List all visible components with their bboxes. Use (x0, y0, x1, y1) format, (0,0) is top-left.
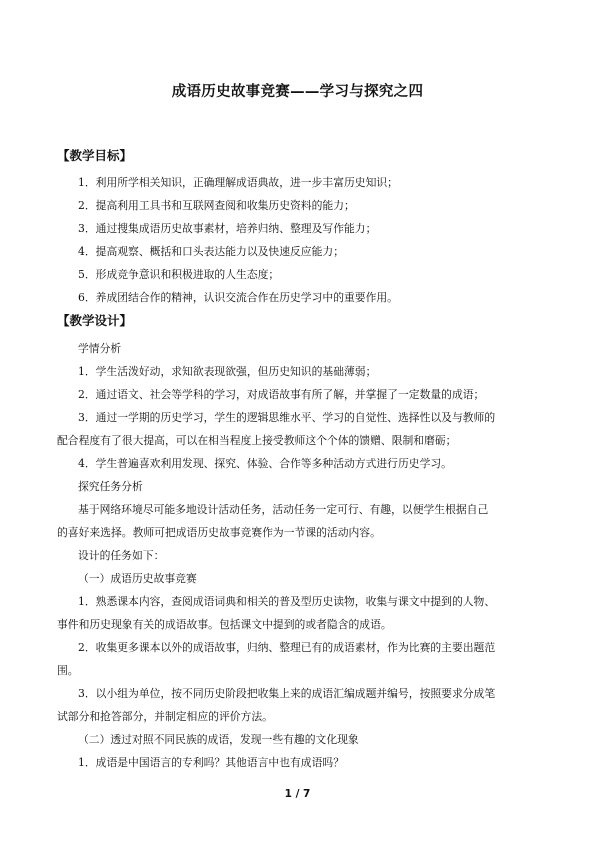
subheading-task-two: （二）透过对照不同民族的成语，发现一些有趣的文化现象 (78, 733, 359, 746)
paragraph-line: 2．收集更多课本以外的成语故事，归纳、整理已有的成语素材，作为比赛的主要出题范 (78, 641, 496, 654)
goal-item: 1．利用所学相关知识，正确理解成语典故，进一步丰富历史知识； (78, 176, 398, 189)
paragraph-line: 设计的任务如下： (78, 549, 165, 562)
paragraph-line: 1．熟悉课本内容，查阅成语词典和相关的普及型历史读物，收集与课文中提到的人物、 (78, 595, 496, 608)
paragraph-line: 的喜好来选择。教师可把成语历史故事竞赛作为一节课的活动内容。 (57, 526, 381, 539)
page-number: 1 / 7 (284, 788, 311, 800)
section-heading-goals: 【教学目标】 (57, 148, 133, 163)
paragraph-line: 配合程度有了很大提高，可以在相当程度上接受教师这个个体的馈赠、限制和磨砺； (57, 434, 457, 447)
paragraph-line: 事件和历史现象有关的成语故事。包括课文中提到的或者隐含的成语。 (57, 618, 392, 631)
subheading-learner-analysis: 学情分析 (78, 342, 122, 355)
paragraph-line: 2．通过语文、社会等学科的学习，对成语故事有所了解，并掌握了一定数量的成语； (78, 388, 485, 401)
paragraph-line: 1．成语是中国语言的专利吗？其他语言中也有成语吗？ (78, 756, 344, 769)
goal-item: 2．提高利用工具书和互联网查阅和收集历史资料的能力； (78, 199, 355, 212)
goal-item: 4．提高观察、概括和口头表达能力以及快速反应能力； (78, 245, 344, 258)
paragraph-line: 3．以小组为单位，按不同历史阶段把收集上来的成语汇编成题并编号，按照要求分成笔 (78, 687, 496, 700)
paragraph-line: 3．通过一学期的历史学习，学生的逻辑思维水平、学习的自觉性、选择性以及与教师的 (78, 411, 496, 424)
paragraph-line: 4．学生普遍喜欢利用发现、探究、体验、合作等多种活动方式进行历史学习。 (78, 457, 452, 470)
paragraph-line: 试部分和抢答部分，并制定相应的评价方法。 (57, 710, 273, 723)
paragraph-line: 围。 (57, 664, 79, 677)
paragraph-line: 1．学生活泼好动，求知欲表现欲强，但历史知识的基础薄弱； (78, 365, 377, 378)
subheading-task-analysis: 探究任务分析 (78, 480, 143, 493)
document-title: 成语历史故事竞赛——学习与探究之四 (171, 84, 424, 100)
goal-item: 3．通过搜集成语历史故事素材，培养归纳、整理及写作能力； (78, 222, 377, 235)
section-heading-design: 【教学设计】 (57, 313, 133, 328)
goal-item: 6．养成团结合作的精神，认识交流合作在历史学习中的重要作用。 (78, 291, 398, 304)
paragraph-line: 基于网络环境尽可能多地设计活动任务，活动任务一定可行、有趣，以便学生根据自己 (78, 503, 489, 516)
subheading-task-one: （一）成语历史故事竞赛 (78, 572, 197, 585)
goal-item: 5．形成竞争意识和积极进取的人生态度； (78, 268, 280, 281)
